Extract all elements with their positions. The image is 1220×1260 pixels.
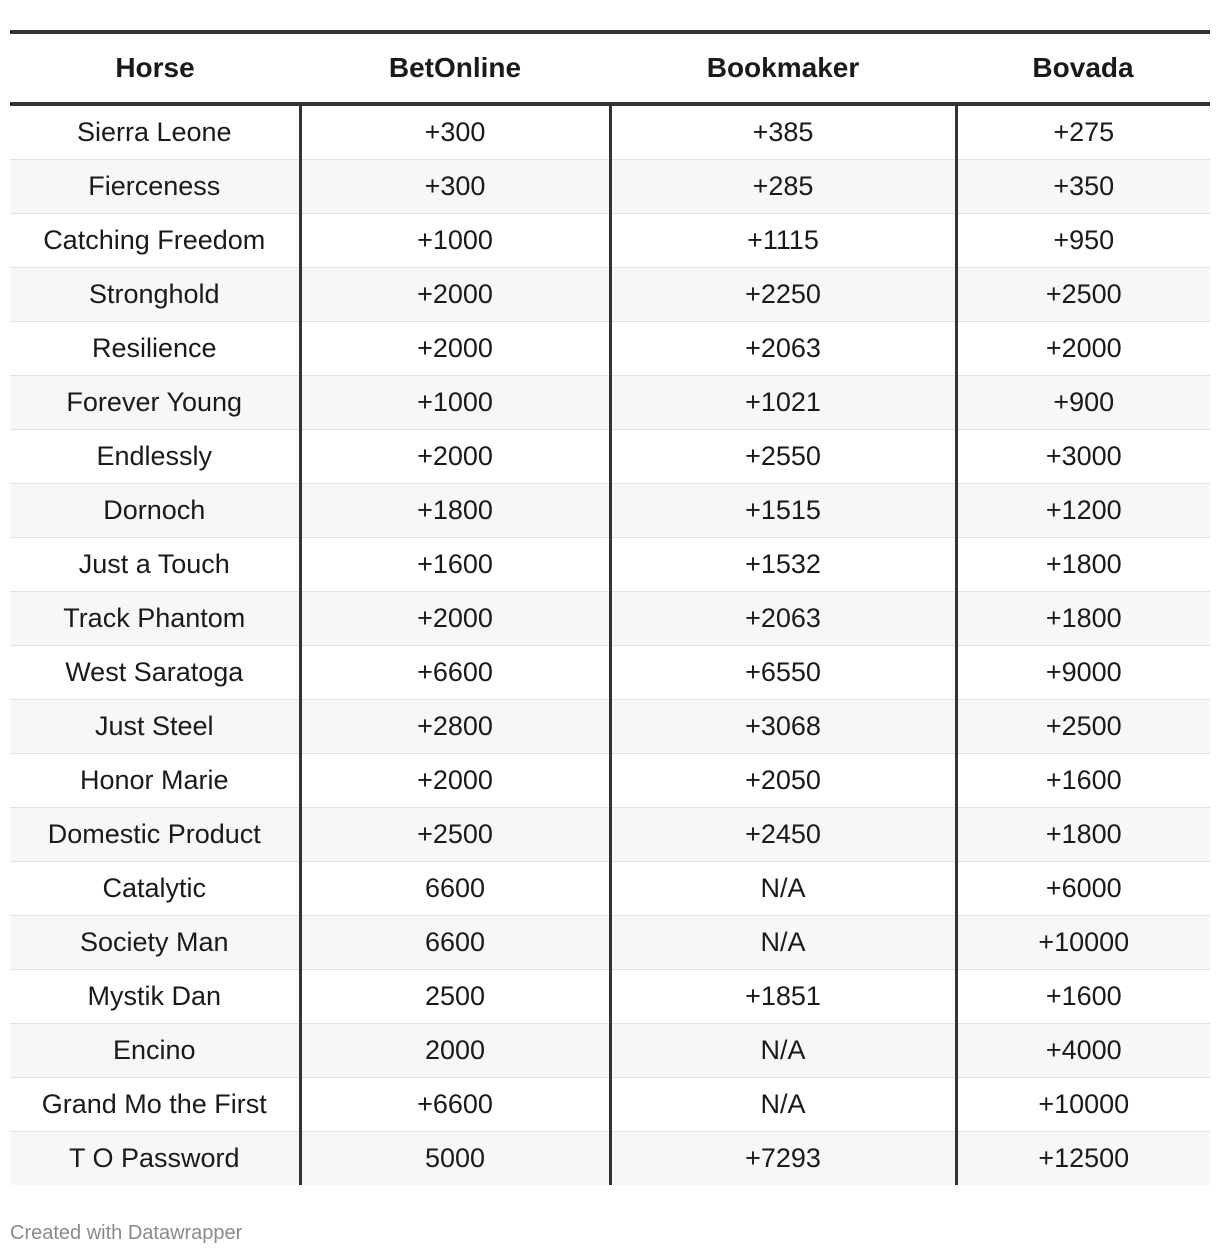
- table-row: [10, 538, 1210, 592]
- odds-table-container: [10, 30, 1210, 1185]
- odds-cell-betonline: +6600: [300, 646, 610, 700]
- odds-cell-betonline: +1600: [300, 538, 610, 592]
- table-row: [10, 592, 1210, 646]
- odds-cell-bookmaker: +2063: [610, 322, 956, 376]
- odds-cell-bookmaker: N/A: [610, 1024, 956, 1078]
- odds-cell-betonline: 6600: [300, 862, 610, 916]
- odds-table: [10, 30, 1210, 1185]
- table-row: [10, 376, 1210, 430]
- odds-cell-bovada: +9000: [956, 646, 1210, 700]
- table-row: [10, 700, 1210, 754]
- odds-cell-bovada: +1800: [956, 538, 1210, 592]
- odds-cell-bovada: +6000: [956, 862, 1210, 916]
- odds-cell-betonline: 6600: [300, 916, 610, 970]
- odds-cell-betonline: +2000: [300, 754, 610, 808]
- horse-name-cell: T O Password: [10, 1132, 300, 1186]
- column-header-bookmaker: Bookmaker: [610, 32, 956, 104]
- horse-name-cell: Fierceness: [10, 160, 300, 214]
- column-header-horse: Horse: [10, 32, 300, 104]
- odds-cell-bovada: +1600: [956, 970, 1210, 1024]
- table-row: [10, 214, 1210, 268]
- table-row: [10, 970, 1210, 1024]
- horse-name-cell: Honor Marie: [10, 754, 300, 808]
- column-header-betonline: BetOnline: [300, 32, 610, 104]
- table-row: [10, 916, 1210, 970]
- odds-cell-betonline: +6600: [300, 1078, 610, 1132]
- horse-name-cell: Grand Mo the First: [10, 1078, 300, 1132]
- table-row: [10, 1024, 1210, 1078]
- odds-cell-betonline: +1000: [300, 214, 610, 268]
- table-body: [10, 104, 1210, 1185]
- table-row: [10, 160, 1210, 214]
- table-row: [10, 322, 1210, 376]
- odds-cell-bovada: +1800: [956, 592, 1210, 646]
- odds-cell-bovada: +2500: [956, 268, 1210, 322]
- horse-name-cell: Track Phantom: [10, 592, 300, 646]
- horse-name-cell: Just Steel: [10, 700, 300, 754]
- odds-cell-bookmaker: +1532: [610, 538, 956, 592]
- table-row: [10, 484, 1210, 538]
- odds-cell-bovada: +12500: [956, 1132, 1210, 1186]
- table-row: [10, 862, 1210, 916]
- odds-cell-bookmaker: +1115: [610, 214, 956, 268]
- odds-cell-bovada: +3000: [956, 430, 1210, 484]
- odds-cell-betonline: +2500: [300, 808, 610, 862]
- horse-name-cell: Stronghold: [10, 268, 300, 322]
- odds-cell-bovada: +275: [956, 104, 1210, 160]
- horse-name-cell: Dornoch: [10, 484, 300, 538]
- odds-cell-betonline: +1800: [300, 484, 610, 538]
- odds-cell-bookmaker: +1515: [610, 484, 956, 538]
- odds-cell-bovada: +2500: [956, 700, 1210, 754]
- table-row: [10, 646, 1210, 700]
- odds-cell-bovada: +1600: [956, 754, 1210, 808]
- table-row: [10, 104, 1210, 160]
- odds-cell-bookmaker: +2250: [610, 268, 956, 322]
- odds-cell-bovada: +10000: [956, 916, 1210, 970]
- horse-name-cell: Forever Young: [10, 376, 300, 430]
- column-header-bovada: Bovada: [956, 32, 1210, 104]
- table-row: [10, 430, 1210, 484]
- odds-cell-bookmaker: +285: [610, 160, 956, 214]
- odds-cell-bookmaker: +385: [610, 104, 956, 160]
- horse-name-cell: Just a Touch: [10, 538, 300, 592]
- odds-cell-bovada: +350: [956, 160, 1210, 214]
- table-row: [10, 1132, 1210, 1186]
- odds-cell-bovada: +900: [956, 376, 1210, 430]
- odds-cell-bovada: +2000: [956, 322, 1210, 376]
- table-row: [10, 268, 1210, 322]
- odds-cell-bookmaker: +1851: [610, 970, 956, 1024]
- horse-name-cell: Sierra Leone: [10, 104, 300, 160]
- odds-cell-bookmaker: N/A: [610, 916, 956, 970]
- odds-cell-betonline: +300: [300, 104, 610, 160]
- odds-cell-bookmaker: +1021: [610, 376, 956, 430]
- odds-cell-bovada: +1800: [956, 808, 1210, 862]
- horse-name-cell: Catching Freedom: [10, 214, 300, 268]
- odds-cell-bovada: +10000: [956, 1078, 1210, 1132]
- odds-cell-bookmaker: +3068: [610, 700, 956, 754]
- odds-cell-bookmaker: +2550: [610, 430, 956, 484]
- horse-name-cell: Catalytic: [10, 862, 300, 916]
- odds-cell-bookmaker: +2050: [610, 754, 956, 808]
- odds-cell-bookmaker: +7293: [610, 1132, 956, 1186]
- table-row: [10, 754, 1210, 808]
- odds-cell-bookmaker: +2450: [610, 808, 956, 862]
- odds-cell-betonline: +2800: [300, 700, 610, 754]
- odds-cell-betonline: +2000: [300, 430, 610, 484]
- horse-name-cell: Society Man: [10, 916, 300, 970]
- horse-name-cell: West Saratoga: [10, 646, 300, 700]
- odds-cell-betonline: +2000: [300, 322, 610, 376]
- odds-cell-betonline: +1000: [300, 376, 610, 430]
- header-row: [10, 32, 1210, 104]
- horse-name-cell: Mystik Dan: [10, 970, 300, 1024]
- odds-cell-bovada: +4000: [956, 1024, 1210, 1078]
- odds-cell-betonline: 2000: [300, 1024, 610, 1078]
- odds-cell-betonline: 5000: [300, 1132, 610, 1186]
- odds-cell-betonline: +2000: [300, 592, 610, 646]
- odds-cell-bovada: +950: [956, 214, 1210, 268]
- odds-cell-bovada: +1200: [956, 484, 1210, 538]
- odds-cell-bookmaker: +2063: [610, 592, 956, 646]
- odds-cell-betonline: +2000: [300, 268, 610, 322]
- odds-cell-betonline: 2500: [300, 970, 610, 1024]
- horse-name-cell: Encino: [10, 1024, 300, 1078]
- table-row: [10, 808, 1210, 862]
- horse-name-cell: Endlessly: [10, 430, 300, 484]
- table-row: [10, 1078, 1210, 1132]
- odds-cell-bookmaker: +6550: [610, 646, 956, 700]
- credit-footer: Created with Datawrapper: [10, 1222, 243, 1244]
- horse-name-cell: Resilience: [10, 322, 300, 376]
- odds-cell-bookmaker: N/A: [610, 1078, 956, 1132]
- horse-name-cell: Domestic Product: [10, 808, 300, 862]
- odds-cell-betonline: +300: [300, 160, 610, 214]
- table-header: [10, 32, 1210, 104]
- odds-cell-bookmaker: N/A: [610, 862, 956, 916]
